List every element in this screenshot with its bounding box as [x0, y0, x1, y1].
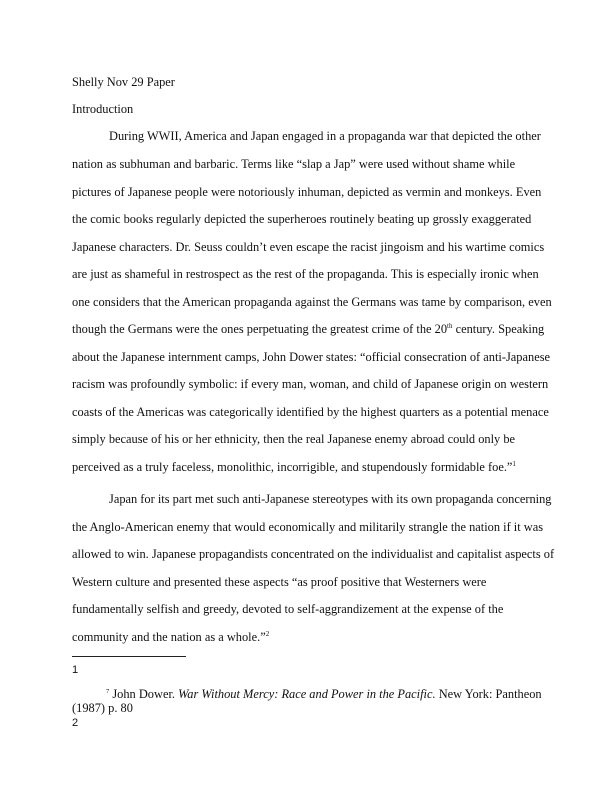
paragraph-line: Japan for its part met such anti-Japanese stereotypes with its own propaganda concerning	[109, 492, 552, 506]
paragraph-line: about the Japanese internment camps, John Dower states: “official consecration of anti-Japanese	[72, 350, 551, 364]
footnote-number: 7	[106, 687, 110, 695]
footnote-marker-1: 1	[72, 664, 79, 676]
footnote-text-continuation: (1987) p. 80	[72, 701, 133, 715]
paragraph-line: coasts of the Americas was categorically identified by the highest quarters as a potential menace	[72, 405, 549, 419]
text-segment: century. Speaking	[452, 322, 545, 336]
paragraph-line	[72, 323, 544, 335]
footnote-marker-2: 2	[72, 717, 79, 729]
paragraph-line: allowed to win. Japanese propagandists concentrated on the individualist and capitalist aspects of	[72, 547, 555, 561]
footnote-reference-1[interactable]: 1	[512, 459, 516, 468]
paragraph-line: Western culture and presented these aspects “as proof positive that Westerners were	[72, 575, 487, 589]
paragraph-line: pictures of Japanese people were notoriously inhuman, depicted as vermin and monkeys. Even	[72, 185, 542, 199]
document-heading: Shelly Nov 29 Paper	[72, 75, 175, 89]
text-segment: though the Germans were the ones perpetuating the greatest crime of the 20	[72, 322, 448, 336]
paragraph-line	[72, 461, 516, 473]
paragraph-line: fundamentally selfish and greedy, devoted to self-aggrandizement at the expense of the	[72, 602, 504, 616]
section-title: Introduction	[72, 102, 134, 116]
paragraph-line: nation as subhuman and barbaric. Terms like “slap a Jap” were used without shame while	[72, 157, 516, 171]
paragraph-line: are just as shameful in restrospect as the rest of the propaganda. This is especially ironic when	[72, 267, 539, 281]
text-segment: community and the nation as a whole.”	[72, 630, 266, 644]
paragraph-line: racism was profoundly symbolic: if every man, woman, and child of Japanese origin on western	[72, 377, 549, 391]
paragraph-line: one considers that the American propaganda against the Germans was tame by comparison, even	[72, 295, 552, 309]
ordinal-superscript: th	[447, 321, 453, 330]
paragraph-line: simply because of his or her ethnicity, then the real Japanese enemy abroad could only be	[72, 432, 516, 446]
paragraph-line: Japanese characters. Dr. Seuss couldn’t even escape the racist jingoism and his wartime comics	[72, 240, 545, 254]
footnote-publisher: New York: Pantheon	[435, 687, 542, 701]
footnote-author: John Dower.	[109, 687, 179, 701]
paragraph-line: During WWII, America and Japan engaged in a propaganda war that depicted the other	[109, 129, 541, 143]
paragraph-line	[72, 631, 269, 643]
footnote-book-title: War Without Mercy: Race and Power in the Pacific.	[178, 687, 436, 701]
footnote-reference-2[interactable]: 2	[265, 629, 270, 638]
paragraph-line: the comic books regularly depicted the superheroes routinely beating up grossly exaggerated	[72, 212, 532, 226]
paragraph-line: the Anglo-American enemy that would economically and militarily strangle the nation if it was	[72, 520, 544, 534]
text-segment: perceived as a truly faceless, monolithic, incorrigible, and stupendously formidable foe.”	[72, 460, 513, 474]
footnote-separator	[72, 656, 186, 657]
footnote-text	[106, 688, 542, 700]
